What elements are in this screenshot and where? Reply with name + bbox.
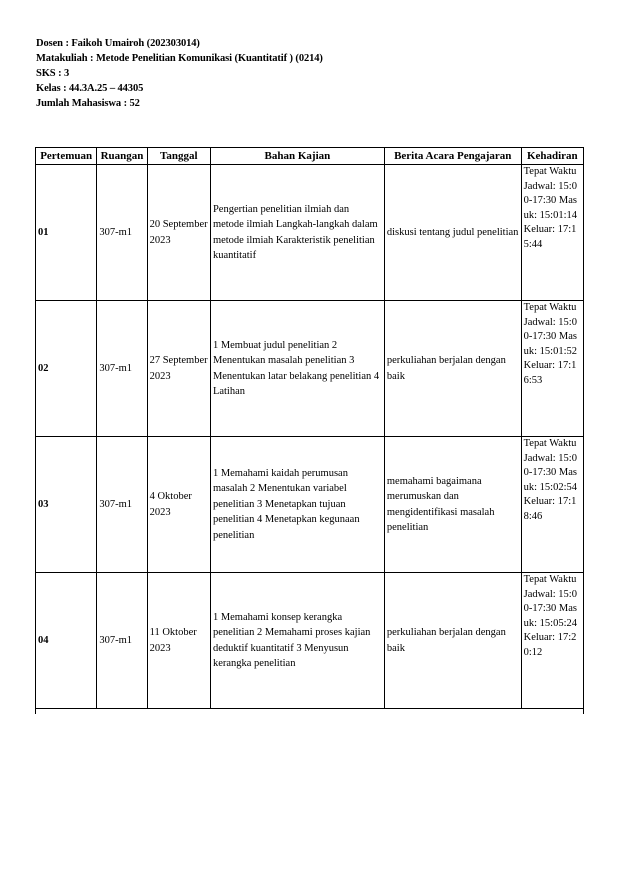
cell-berita-acara: perkuliahan berjalan dengan baik [384,301,521,437]
column-header-ruangan: Ruangan [97,148,147,165]
table-continuation-edge [35,709,584,714]
table-header-row [36,148,584,165]
cell-pertemuan: 02 [36,301,97,437]
table-row [36,437,584,573]
attendance-table [35,147,584,709]
attendance-table-container [35,147,584,709]
cell-tanggal: 11 Oktober 2023 [147,573,210,709]
table-row [36,165,584,301]
cell-berita-acara: diskusi tentang judul penelitian [384,165,521,301]
student-count: Jumlah Mahasiswa : 52 [36,98,140,109]
cell-tanggal: 20 September 2023 [147,165,210,301]
cell-kehadiran: Tepat Waktu Jadwal: 15:00-17:30 Masuk: 15:01:52 Keluar: 17:16:53 [521,301,583,437]
cell-bahan-kajian: 1 Membuat judul penelitian 2 Menentukan masalah penelitian 3 Menentukan latar belakang penelitian 4 Latihan [210,301,384,437]
cell-ruangan: 307-m1 [97,165,147,301]
cell-berita-acara: memahami bagaimana merumuskan dan mengidentifikasi masalah penelitian [384,437,521,573]
credit-units: SKS : 3 [36,68,70,79]
column-header-kehadiran: Kehadiran [521,148,583,165]
table-row [36,301,584,437]
cell-pertemuan: 04 [36,573,97,709]
column-header-tanggal: Tanggal [147,148,210,165]
table-row [36,573,584,709]
column-header-pertemuan: Pertemuan [36,148,97,165]
cell-kehadiran: Tepat Waktu Jadwal: 15:00-17:30 Masuk: 15:02:54 Keluar: 17:18:46 [521,437,583,573]
cell-bahan-kajian: Pengertian penelitian ilmiah dan metode ilmiah Langkah-langkah dalam metode ilmiah Karakteristik penelitian kuantitatif [210,165,384,301]
cell-tanggal: 27 September 2023 [147,301,210,437]
cell-pertemuan: 03 [36,437,97,573]
cell-kehadiran: Tepat Waktu Jadwal: 15:00-17:30 Masuk: 15:01:14 Keluar: 17:15:44 [521,165,583,301]
cell-tanggal: 4 Oktober 2023 [147,437,210,573]
document-header [36,36,323,111]
cell-berita-acara: perkuliahan berjalan dengan baik [384,573,521,709]
cell-ruangan: 307-m1 [97,573,147,709]
cell-pertemuan: 01 [36,165,97,301]
cell-bahan-kajian: 1 Memahami konsep kerangka penelitian 2 Memahami proses kajian deduktif kuantitatif 3 Menyusun kerangka penelitian [210,573,384,709]
lecturer-name: Dosen : Faikoh Umairoh (202303014) [36,38,200,49]
column-header-berita-acara: Berita Acara Pengajaran [384,148,521,165]
cell-kehadiran: Tepat Waktu Jadwal: 15:00-17:30 Masuk: 15:05:24 Keluar: 17:20:12 [521,573,583,709]
course-name: Matakuliah : Metode Penelitian Komunikasi (Kuantitatif ) (0214) [36,53,323,64]
cell-bahan-kajian: 1 Memahami kaidah perumusan masalah 2 Menentukan variabel penelitian 3 Menetapkan tujuan penelitian 4 Menetapkan kegunaan penelitian [210,437,384,573]
cell-ruangan: 307-m1 [97,301,147,437]
column-header-bahan-kajian: Bahan Kajian [210,148,384,165]
cell-ruangan: 307-m1 [97,437,147,573]
class-code: Kelas : 44.3A.25 – 44305 [36,83,144,94]
